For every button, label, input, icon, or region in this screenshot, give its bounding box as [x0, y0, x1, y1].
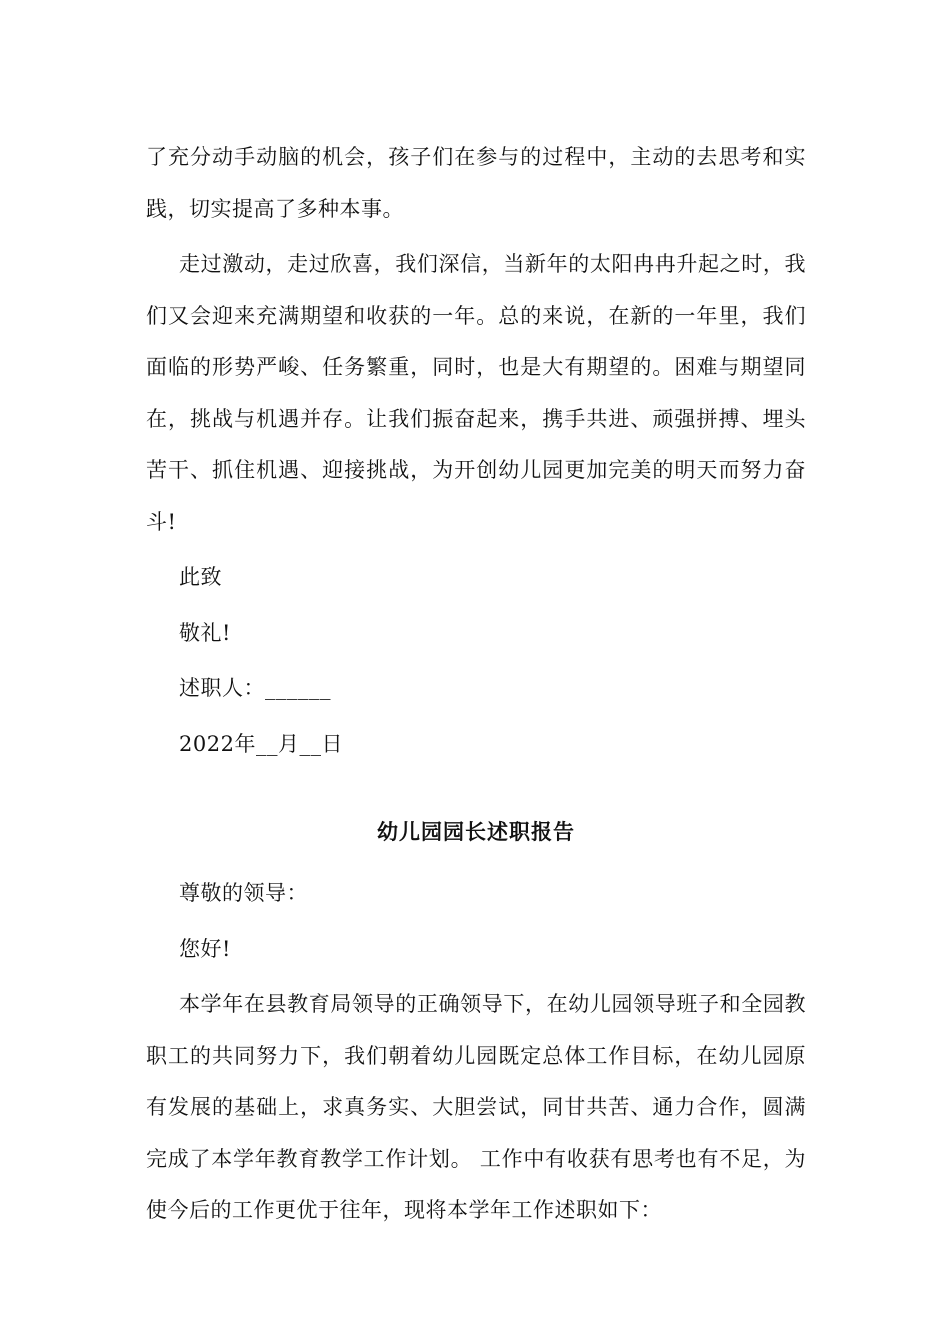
salutation-line-1: 此致	[179, 565, 222, 589]
closing-paragraph: 走过激动，走过欣喜，我们深信，当新年的太阳冉冉升起之时，我们又会迎来充满期望和收获的一年。总的来说，在新的一年里，我们面临的形势严峻、任务繁重，同时，也是大有期望的。困难与期望同在，挑战与机遇并存。让我们振奋起来，携手共进、顽强拼搏、埋头苦干、抓住机遇、迎接挑战，为开创幼儿园更加完美的明天而努力奋斗!	[146, 252, 806, 534]
greeting-line: 尊敬的领导：	[179, 881, 308, 905]
signer-line: 述职人：______	[179, 676, 331, 700]
intro-paragraph: 本学年在县教育局领导的正确领导下，在幼儿园领导班子和全园教职工的共同努力下，我们朝着幼儿园既定总体工作目标，在幼儿园原有发展的基础上，求真务实、大胆尝试，同甘共苦、通力合作，圆满完成了本学年教育教学工作计划。 工作中有收获有思考也有不足，为使今后的工作更优于往年，现将本学年工作述职如下：	[146, 992, 806, 1222]
date-line: 2022年__月__日	[179, 731, 343, 756]
salutation-line-2: 敬礼!	[179, 620, 231, 645]
document-page	[146, 132, 806, 1237]
hello-line: 您好!	[179, 936, 231, 961]
report-title: 幼儿园园长述职报告	[377, 819, 575, 844]
continuation-paragraph: 了充分动手动脑的机会，孩子们在参与的过程中，主动的去思考和实践，切实提高了多种本事。	[146, 145, 806, 221]
